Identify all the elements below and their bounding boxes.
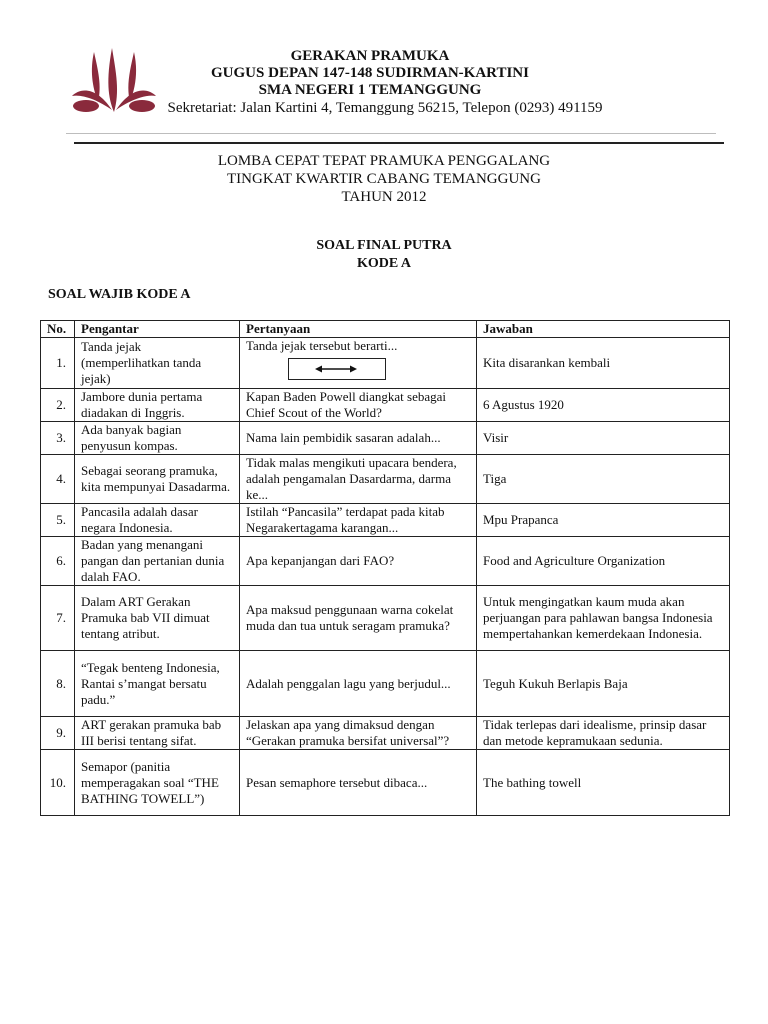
- header-pertanyaan: Pertanyaan: [240, 321, 477, 338]
- row-pengantar: Ada banyak bagian penyusun kompas.: [75, 422, 240, 455]
- row-pengantar: Semapor (panitia memperagakan soal “THE BATHING TOWELL”): [75, 750, 240, 816]
- row-pertanyaan: Kapan Baden Powell diangkat sebagai Chief Scout of the World?: [240, 389, 477, 422]
- row-pertanyaan: Pesan semaphore tersebut dibaca...: [240, 750, 477, 816]
- org-name: GERAKAN PRAMUKA: [290, 48, 450, 64]
- row-jawaban: Teguh Kukuh Berlapis Baja: [477, 651, 730, 717]
- header-pengantar: Pengantar: [75, 321, 240, 338]
- row-pertanyaan: Tidak malas mengikuti upacara bendera, adalah pengamalan Dasardarma, darma ke...: [240, 455, 477, 504]
- row-number: 8.: [41, 651, 75, 717]
- row-jawaban: Food and Agriculture Organization: [477, 537, 730, 586]
- row-jawaban: 6 Agustus 1920: [477, 389, 730, 422]
- event-year: TAHUN 2012: [341, 189, 427, 205]
- header-no: No.: [41, 321, 75, 338]
- row-pengantar: Pancasila adalah dasar negara Indonesia.: [75, 504, 240, 537]
- unit-name: GUGUS DEPAN 147-148 SUDIRMAN-KARTINI: [211, 65, 529, 81]
- row-number: 10.: [41, 750, 75, 816]
- row-pengantar: Dalam ART Gerakan Pramuka bab VII dimuat tentang atribut.: [75, 586, 240, 651]
- row-pengantar: “Tegak benteng Indonesia, Rantai s’mangat bersatu padu.”: [75, 651, 240, 717]
- row-pertanyaan: Adalah penggalan lagu yang berjudul...: [240, 651, 477, 717]
- row-jawaban: Tiga: [477, 455, 730, 504]
- row-number: 3.: [41, 422, 75, 455]
- header-rule-thin: [66, 133, 716, 134]
- row-pertanyaan-text: Tanda jejak tersebut berarti...: [246, 338, 398, 353]
- table-row: [41, 455, 730, 504]
- row-pengantar: Tanda jejak (memperlihatkan tanda jejak): [75, 338, 240, 389]
- table-row: [41, 504, 730, 537]
- row-pengantar: Sebagai seorang pramuka, kita mempunyai Dasadarma.: [75, 455, 240, 504]
- table-row: [41, 651, 730, 717]
- table-row: [41, 586, 730, 651]
- row-jawaban: Tidak terlepas dari idealisme, prinsip dasar dan metode kepramukaan sedunia.: [477, 717, 730, 750]
- table-row: [41, 717, 730, 750]
- row-pengantar: ART gerakan pramuka bab III berisi tentang sifat.: [75, 717, 240, 750]
- row-pertanyaan: Istilah “Pancasila” terdapat pada kitab Negarakertagama karangan...: [240, 504, 477, 537]
- row-jawaban: Kita disarankan kembali: [477, 338, 730, 389]
- school-name: SMA NEGERI 1 TEMANGGUNG: [258, 82, 482, 98]
- address-line: Sekretariat: Jalan Kartini 4, Temanggung 56215, Telepon (0293) 491159: [167, 100, 603, 116]
- header-jawaban: Jawaban: [477, 321, 730, 338]
- row-number: 5.: [41, 504, 75, 537]
- row-jawaban: Mpu Prapanca: [477, 504, 730, 537]
- header-rule-thick: [74, 142, 724, 144]
- row-number: 7.: [41, 586, 75, 651]
- double-arrow-icon: [315, 364, 357, 374]
- row-pertanyaan: Apa kepanjangan dari FAO?: [240, 537, 477, 586]
- table-row: [41, 750, 730, 816]
- code-title: KODE A: [356, 256, 412, 271]
- row-number: 2.: [41, 389, 75, 422]
- row-pertanyaan: [240, 338, 477, 389]
- event-title: LOMBA CEPAT TEPAT PRAMUKA PENGGALANG: [217, 153, 551, 169]
- row-jawaban: Untuk mengingatkan kaum muda akan perjuangan para pahlawan bangsa Indonesia mempertahankan kemerdekaan Indonesia.: [477, 586, 730, 651]
- row-jawaban: Visir: [477, 422, 730, 455]
- row-jawaban: The bathing towell: [477, 750, 730, 816]
- section-title: SOAL WAJIB KODE A: [48, 287, 191, 302]
- row-pengantar: Jambore dunia pertama diadakan di Inggris.: [75, 389, 240, 422]
- row-pertanyaan: Nama lain pembidik sasaran adalah...: [240, 422, 477, 455]
- row-pengantar: Badan yang menangani pangan dan pertanian dunia dalah FAO.: [75, 537, 240, 586]
- round-title: SOAL FINAL PUTRA: [316, 238, 452, 253]
- trail-sign-box: [288, 358, 386, 380]
- event-level: TINGKAT KWARTIR CABANG TEMANGGUNG: [227, 171, 541, 187]
- row-number: 4.: [41, 455, 75, 504]
- table-row: [41, 338, 730, 389]
- row-number: 1.: [41, 338, 75, 389]
- row-number: 6.: [41, 537, 75, 586]
- row-pertanyaan: Apa maksud penggunaan warna cokelat muda dan tua untuk seragam pramuka?: [240, 586, 477, 651]
- row-pertanyaan: Jelaskan apa yang dimaksud dengan “Gerakan pramuka bersifat universal”?: [240, 717, 477, 750]
- table-row: [41, 537, 730, 586]
- question-table: [40, 320, 730, 816]
- table-header-row: [41, 321, 730, 338]
- row-number: 9.: [41, 717, 75, 750]
- table-row: [41, 389, 730, 422]
- table-row: [41, 422, 730, 455]
